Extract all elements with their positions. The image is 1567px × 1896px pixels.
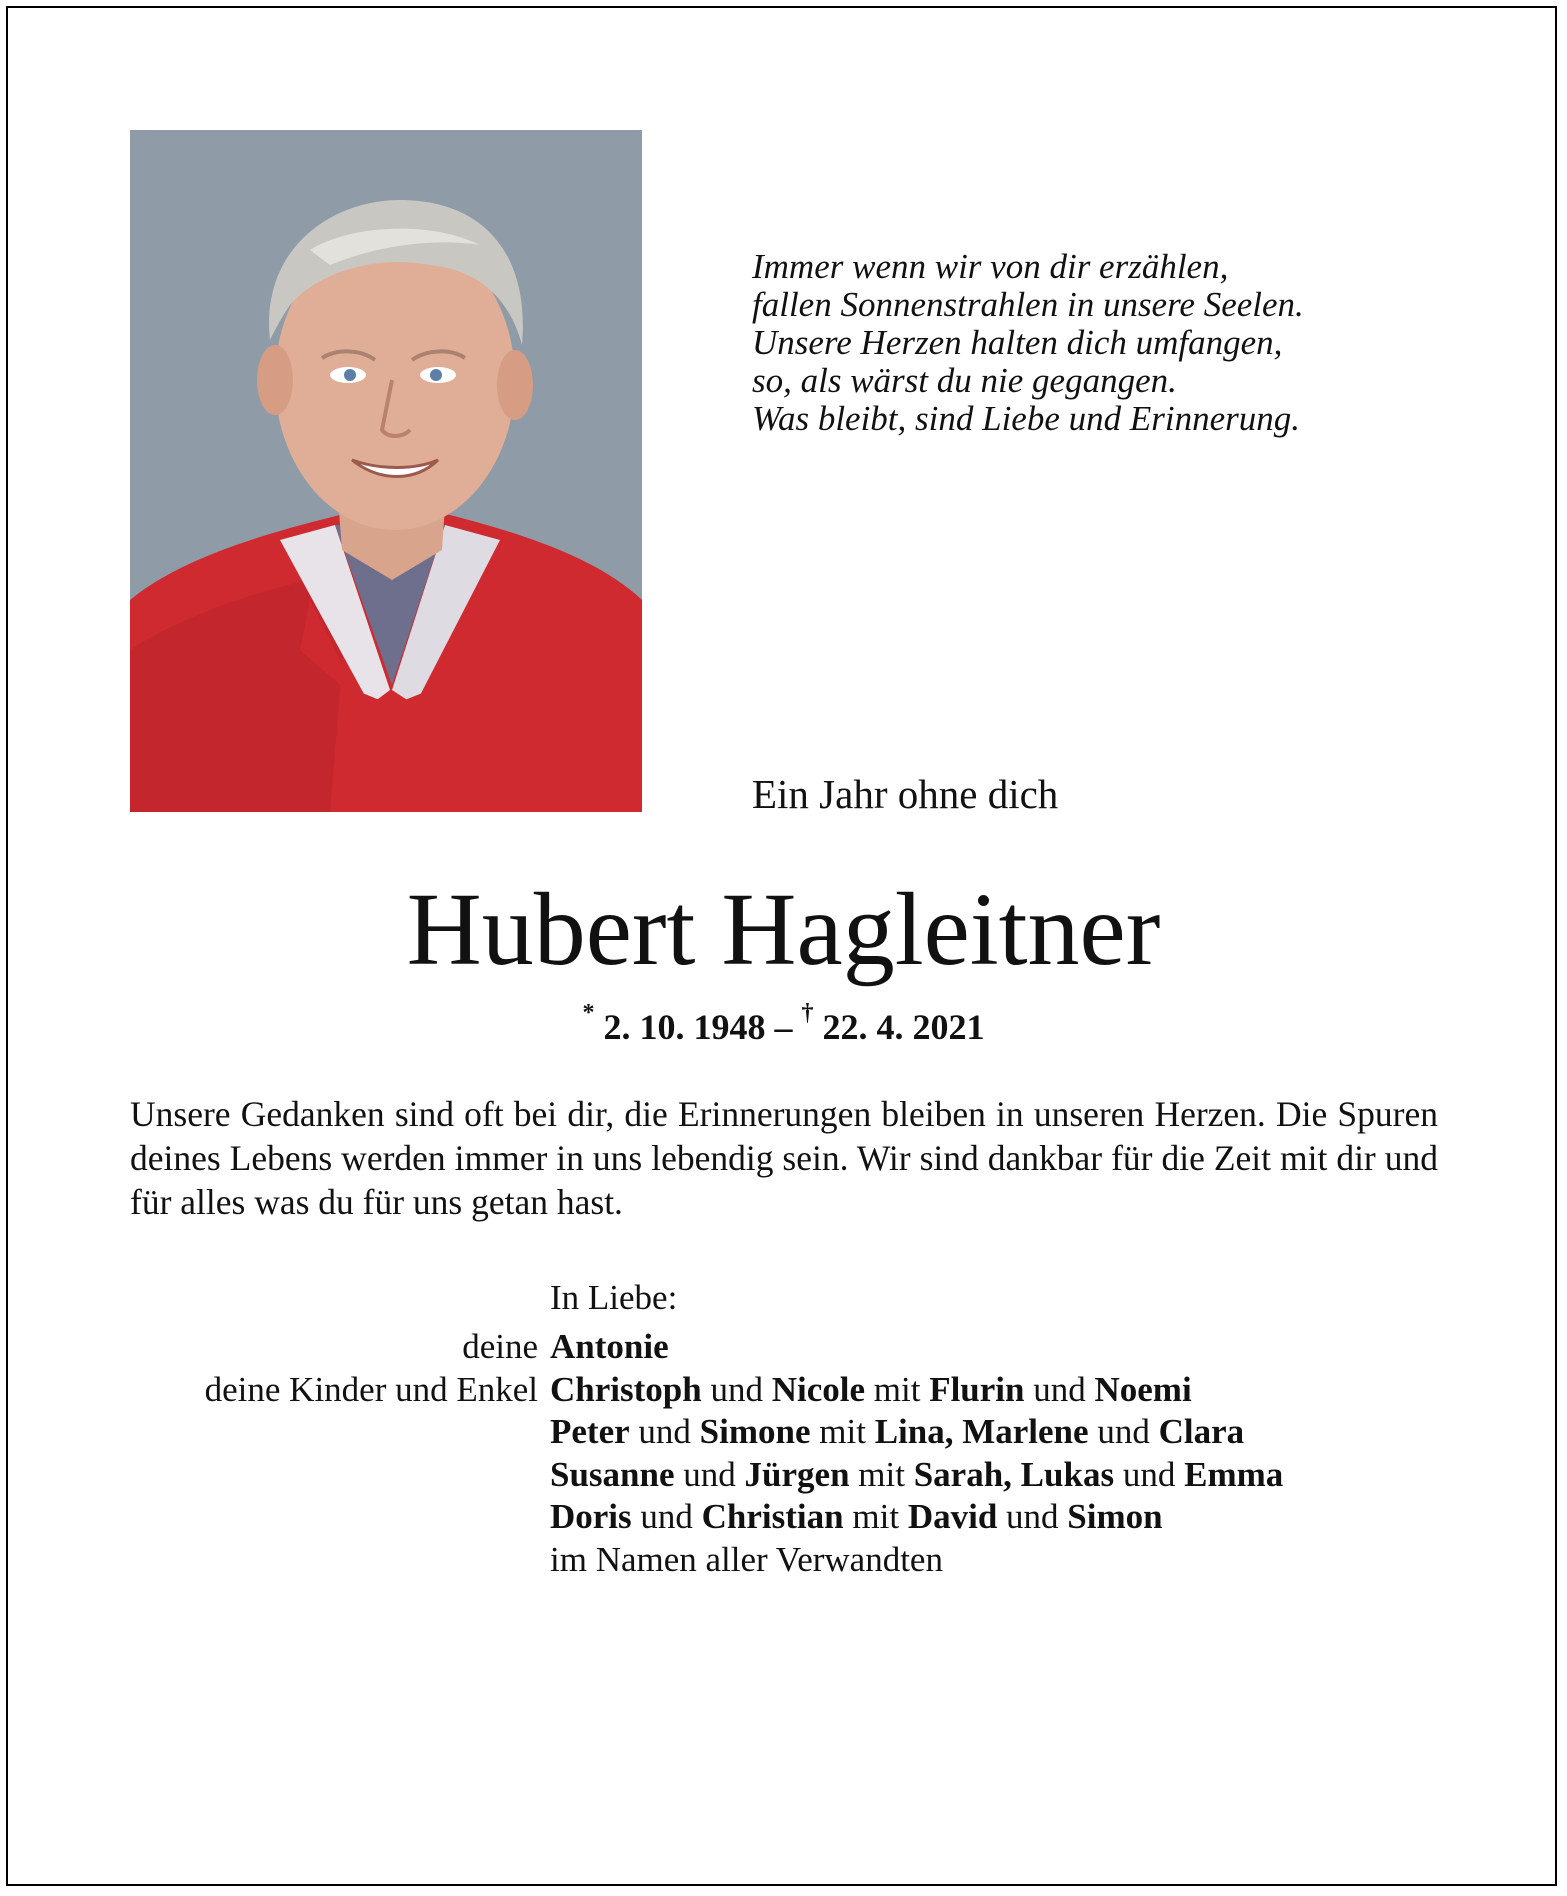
child-name: Peter bbox=[550, 1412, 630, 1451]
child-name: Christoph bbox=[550, 1369, 702, 1409]
connector-word: und bbox=[1033, 1369, 1086, 1409]
child-name: Doris bbox=[550, 1497, 632, 1536]
partner-name: Nicole bbox=[771, 1369, 866, 1409]
child-name: Susanne bbox=[550, 1454, 675, 1494]
deceased-name: Hubert Hagleitner bbox=[406, 872, 1161, 987]
date-separator: – bbox=[774, 1007, 793, 1047]
spouse-name: Antonie bbox=[550, 1327, 669, 1366]
grandchild-name: Simon bbox=[1067, 1497, 1163, 1536]
spouse-label: deine bbox=[462, 1327, 538, 1366]
poem-line: Unsere Herzen halten dich umfangen, bbox=[752, 323, 1283, 362]
poem-line: fallen Sonnenstrahlen in unsere Seelen. bbox=[752, 285, 1304, 324]
anniversary-subtitle: Ein Jahr ohne dich bbox=[752, 771, 1059, 817]
family-row bbox=[130, 1411, 1530, 1454]
in-love-label: In Liebe: bbox=[550, 1278, 678, 1317]
signers-list bbox=[130, 1326, 1530, 1581]
connector-word: mit bbox=[852, 1497, 900, 1536]
partner-name: Christian bbox=[701, 1497, 844, 1536]
grandchild-name: Noemi bbox=[1094, 1369, 1192, 1409]
connector-word: und bbox=[638, 1412, 691, 1451]
partner-name: Simone bbox=[699, 1412, 811, 1451]
grandchild-name: Emma bbox=[1184, 1454, 1284, 1494]
connector-word: und bbox=[1097, 1412, 1150, 1451]
connector-word: und bbox=[640, 1497, 693, 1536]
grandchildren-names: Sarah, Lukas bbox=[913, 1454, 1115, 1494]
poem-line: Immer wenn wir von dir erzählen, bbox=[752, 247, 1229, 286]
death-date: 22. 4. 2021 bbox=[822, 1007, 985, 1047]
grandchildren-names: Lina, Marlene bbox=[874, 1412, 1089, 1451]
grandchildren-names: David bbox=[907, 1497, 998, 1536]
family-row bbox=[130, 1496, 1530, 1539]
portrait-illustration bbox=[130, 130, 642, 812]
closing-text: im Namen aller Verwandten bbox=[550, 1539, 943, 1579]
birth-date: 2. 10. 1948 bbox=[603, 1007, 766, 1047]
connector-word: mit bbox=[819, 1412, 866, 1451]
memorial-poem bbox=[752, 248, 1492, 438]
portrait-photo bbox=[130, 130, 642, 812]
connector-word: mit bbox=[858, 1454, 905, 1494]
grandchild-name: Clara bbox=[1158, 1412, 1245, 1451]
connector-word: und bbox=[710, 1369, 763, 1409]
poem-line: so, als wärst du nie gegangen. bbox=[752, 361, 1177, 400]
connector-word: und bbox=[683, 1454, 736, 1494]
family-row bbox=[130, 1454, 1530, 1497]
spouse-row bbox=[130, 1326, 1530, 1369]
death-symbol: † bbox=[801, 1000, 814, 1026]
birth-symbol: * bbox=[582, 1000, 595, 1026]
connector-word: mit bbox=[873, 1369, 921, 1409]
life-dates bbox=[0, 1000, 1567, 1048]
poem-line: Was bleibt, sind Liebe und Erinnerung. bbox=[752, 399, 1301, 438]
memorial-message: Unsere Gedanken sind oft bei dir, die Erinnerungen bleiben in unseren Herzen. Die Spuren deines Lebens werden immer in uns lebendig sein. Wir sind dankbar für die Zeit mit dir und für alles was du für uns getan hast. bbox=[130, 1094, 1438, 1222]
closing-row bbox=[130, 1539, 1530, 1582]
connector-word: und bbox=[1122, 1454, 1176, 1494]
connector-word: und bbox=[1006, 1497, 1059, 1536]
family-row bbox=[130, 1369, 1530, 1412]
children-label: deine Kinder und Enkel bbox=[204, 1369, 538, 1409]
partner-name: Jürgen bbox=[744, 1454, 850, 1494]
grandchildren-names: Flurin bbox=[929, 1369, 1025, 1409]
